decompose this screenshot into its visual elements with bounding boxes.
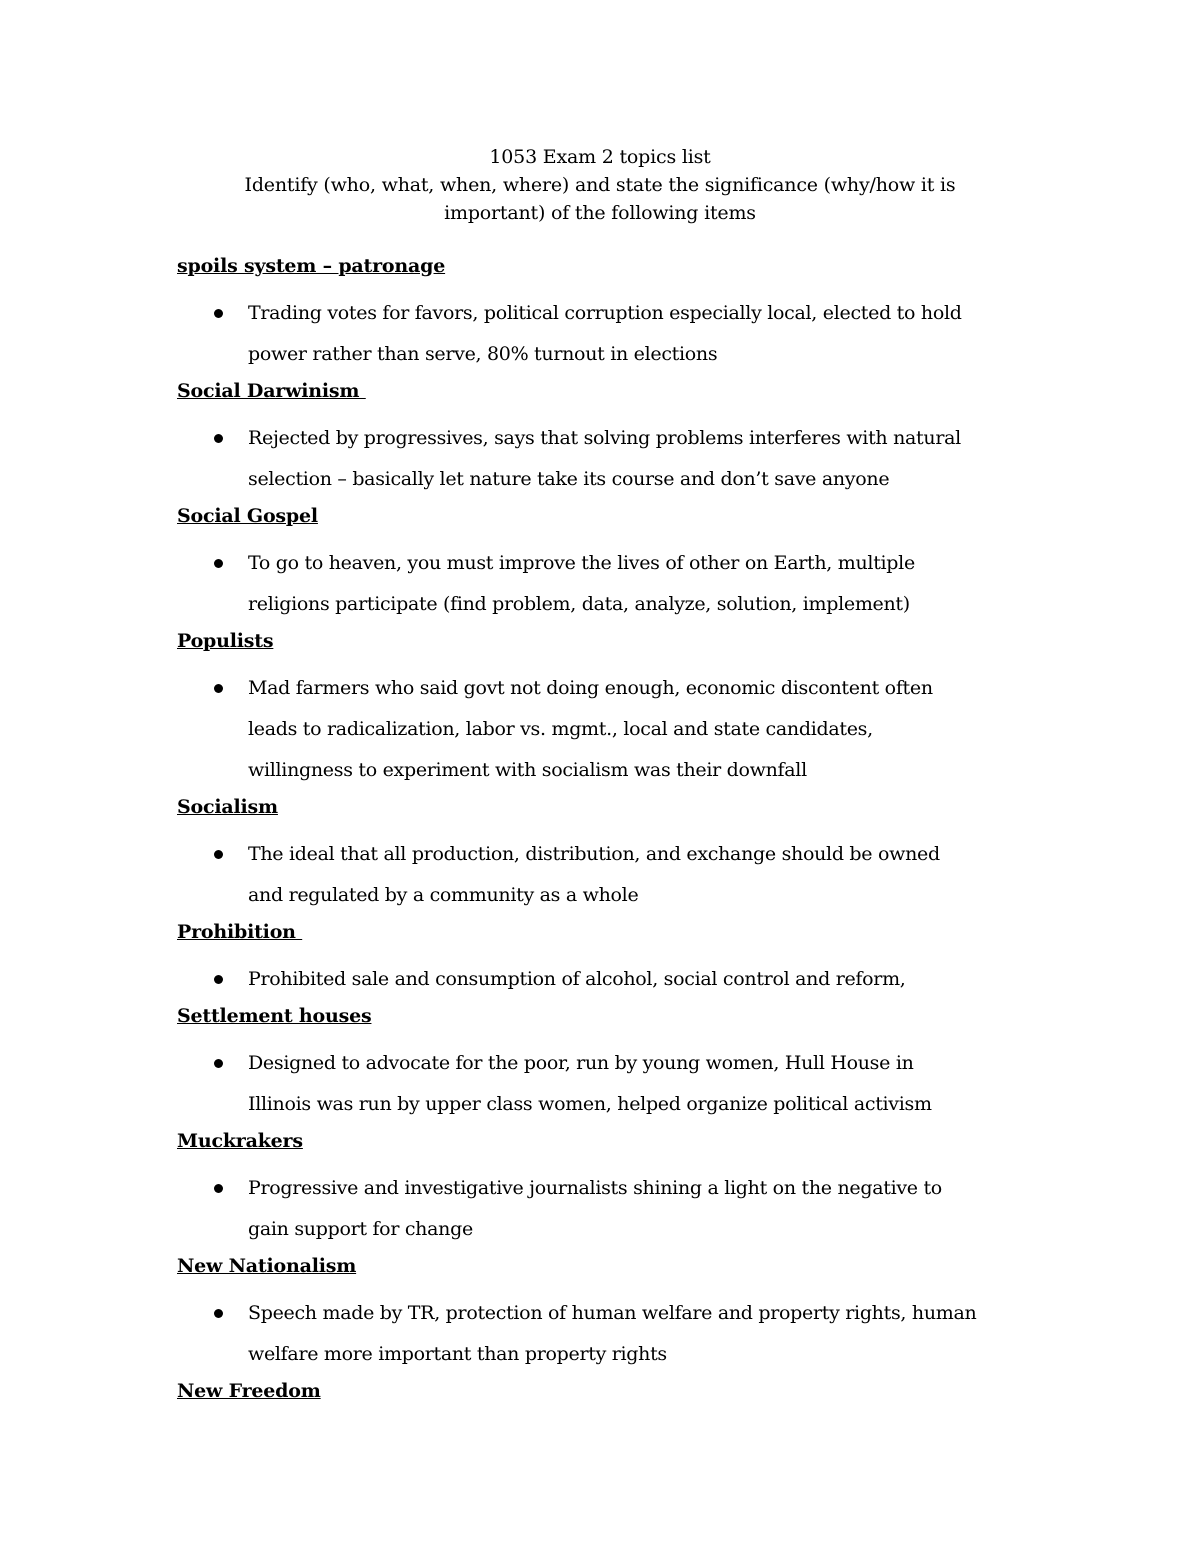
bullet-dot-icon [214,975,223,984]
bullet-text-line: Speech made by TR, protection of human welfare and property rights, human [248,1302,977,1324]
bullet-text-line: gain support for change [248,1218,473,1240]
topic-section [177,793,1057,916]
bullet-dot-icon [214,1309,223,1318]
bullet-text-line: Rejected by progressives, says that solving problems interferes with natural [248,427,961,449]
bullet-text-line: and regulated by a community as a whole [248,884,639,906]
bullet-text-line: Prohibited sale and consumption of alcohol, social control and reform, [248,968,906,990]
bullet-list [177,1043,1057,1125]
bullet-text-line: To go to heaven, you must improve the lives of other on Earth, multiple [248,552,915,574]
topic-heading: Populists [177,630,274,652]
topic-heading: Social Darwinism [177,380,366,402]
topic-section [177,1002,1057,1125]
bullet-text-line: power rather than serve, 80% turnout in elections [248,343,718,365]
bullet-text-line: willingness to experiment with socialism was their downfall [248,759,807,781]
bullet-list [177,668,1057,791]
instruction-line: important) of the following items [444,202,756,224]
topic-section [177,1127,1057,1250]
document-header [150,143,1050,227]
topic-section [177,1377,1057,1405]
bullet-item [177,668,1057,791]
bullet-list [177,418,1057,500]
bullet-text-line: Designed to advocate for the poor, run by young women, Hull House in [248,1052,914,1074]
bullet-list [177,543,1057,625]
topic-heading: Socialism [177,796,278,818]
bullet-item [177,834,1057,916]
bullet-text-line: Illinois was run by upper class women, helped organize political activism [248,1093,932,1115]
document-title: 1053 Exam 2 topics list [489,146,711,168]
bullet-dot-icon [214,1059,223,1068]
bullet-item [177,1168,1057,1250]
topic-heading: Prohibition [177,921,303,943]
bullet-text-line: Mad farmers who said govt not doing enough, economic discontent often [248,677,933,699]
bullet-list [177,834,1057,916]
bullet-list [177,1293,1057,1375]
topic-heading: Social Gospel [177,505,318,527]
topic-heading: Muckrakers [177,1130,303,1152]
bullet-dot-icon [214,1184,223,1193]
bullet-text-line: leads to radicalization, labor vs. mgmt., local and state candidates, [248,718,873,740]
bullet-text-line: Trading votes for favors, political corruption especially local, elected to hold [248,302,962,324]
bullet-item [177,543,1057,625]
bullet-dot-icon [214,309,223,318]
bullet-dot-icon [214,559,223,568]
topic-section [177,252,1057,375]
bullet-text-line: welfare more important than property rights [248,1343,667,1365]
bullet-item [177,418,1057,500]
topic-section [177,918,1057,1000]
bullet-item [177,293,1057,375]
bullet-text-line: Progressive and investigative journalists shining a light on the negative to [248,1177,942,1199]
bullet-dot-icon [214,684,223,693]
topics-list [177,252,1057,1418]
instruction-line: Identify (who, what, when, where) and state the significance (why/how it is [244,174,956,196]
bullet-text-line: religions participate (find problem, data, analyze, solution, implement) [248,593,910,615]
topic-section [177,502,1057,625]
topic-section [177,1252,1057,1375]
bullet-list [177,293,1057,375]
bullet-text-line: The ideal that all production, distribution, and exchange should be owned [248,843,940,865]
topic-heading: spoils system – patronage [177,255,446,277]
bullet-text-line: selection – basically let nature take its course and don’t save anyone [248,468,890,490]
topic-heading: New Nationalism [177,1255,357,1277]
topic-section [177,377,1057,500]
bullet-list [177,1168,1057,1250]
bullet-item [177,1293,1057,1375]
bullet-dot-icon [214,434,223,443]
bullet-list [177,959,1057,1000]
topic-heading: Settlement houses [177,1005,372,1027]
topic-heading: New Freedom [177,1380,321,1402]
bullet-item [177,959,1057,1000]
topic-section [177,627,1057,791]
bullet-dot-icon [214,850,223,859]
bullet-item [177,1043,1057,1125]
